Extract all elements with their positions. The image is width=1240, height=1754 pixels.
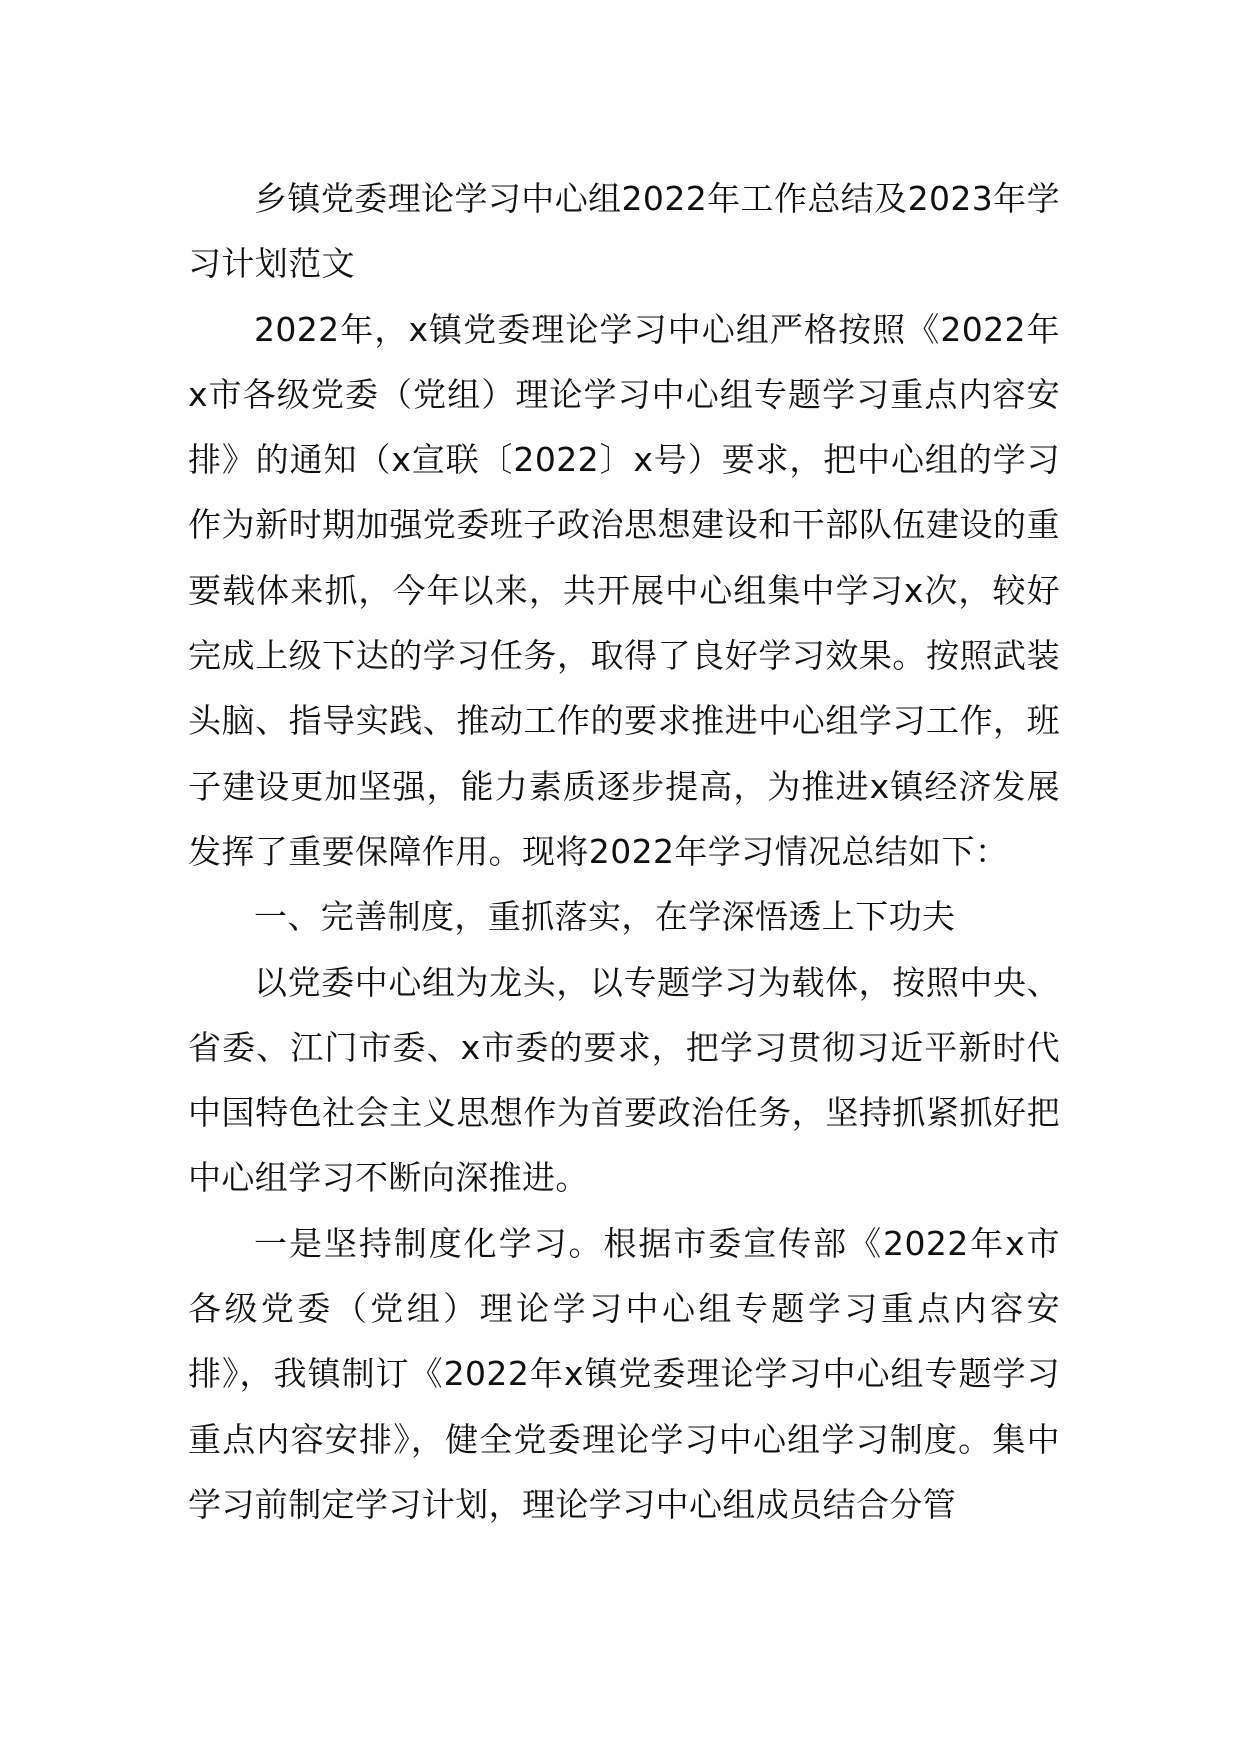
paragraph-institutional-study: 一是坚持制度化学习。根据市委宣传部《2022年x市各级党委（党组）理论学习中心组专题学习重点内容安排》，我镇制订《2022年x镇党委理论学习中心组专题学习重点内容安排》，健全党委理论学习中心组学习制度。集中学习前制定学习计划，理论学习中心组成员结合分管 bbox=[188, 1223, 1060, 1524]
section-heading-1: 一、完善制度，重抓落实，在学深悟透上下功夫 bbox=[254, 897, 956, 937]
paragraph-section-1-overview: 以党委中心组为龙头，以专题学习为载体，按照中央、省委、江门市委、x市委的要求，把学习贯彻习近平新时代中国特色社会主义思想作为首要政治任务，坚持抓紧抓好把中心组学习不断向深推进。 bbox=[188, 962, 1060, 1198]
paragraph-intro: 2022年，x镇党委理论学习中心组严格按照《2022年x市各级党委（党组）理论学习中心组专题学习重点内容安排》的通知（x宣联〔2022〕x号）要求，把中心组的学习作为新时期加强党委班子政治思想建设和干部队伍建设的重要载体来抓，今年以来，共开展中心组集中学习x次，较好完成上级下达的学习任务，取得了良好学习效果。按照武装头脑、指导实践、推动工作的要求推进中心组学习工作，班子建设更加坚强，能力素质逐步提高，为推进x镇经济发展发挥了重要保障作用。现将2022年学习情况总结如下： bbox=[188, 309, 1060, 871]
document-body bbox=[188, 166, 1060, 1537]
document-title: 乡镇党委理论学习中心组2022年工作总结及2023年学习计划范文 bbox=[188, 179, 1060, 284]
